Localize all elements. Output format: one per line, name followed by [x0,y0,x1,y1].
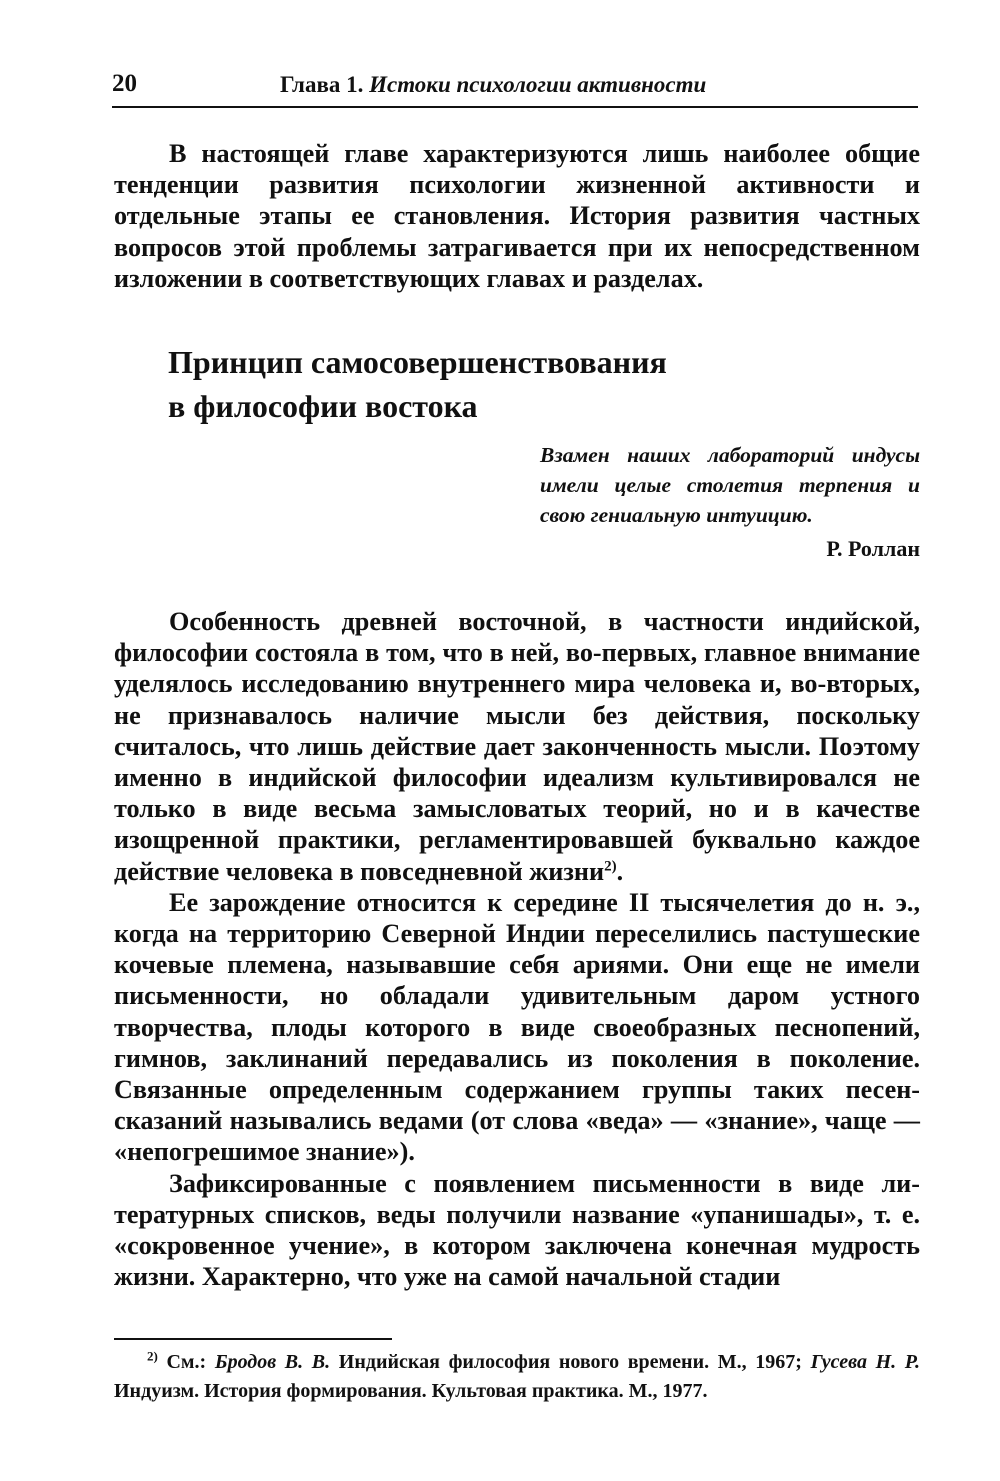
body-text [114,606,920,1292]
chapter-title [280,72,706,98]
body-paragraph-3: Зафиксированные с появлением письменности в виде литературных списков, веды получили название «упанишады», т. е. «сокровенное учение», в котором заключена конечная мудрость жизни. Характерно, что уже на самой начальной стадии [114,1168,920,1292]
footnote-mark: 2) [147,1348,158,1364]
section-heading-line1: Принцип самосовершенствования [168,344,667,380]
intro-paragraph: В настоящей главе характеризуются лишь наиболее общие тенденции развития психологии жизненной активности и отдельные этапы ее становления. История развития частных вопросов этой проблемы затрагивается при их непосредственном изложении в соответствующих главах и разделах. [114,139,920,293]
body-paragraph-1-end: . [616,856,624,886]
body-paragraph-1 [114,606,920,887]
footnote [114,1348,920,1406]
body-paragraph-1-text: Особенность древней восточной, в частности индийской, философии состояла в том, что в ней, во-первых, главное внимание уделялось исследованию внутреннего мира человека и, во-вторых, не признавалось наличие мысли без действия, поскольку считалось, что лишь действие дает законченность мысли. Поэтому именно в индийской философии идеализм культивировался не только в виде весьма замысловатых теорий, но и в качестве изощренной практики, регламентировавшей буквально каждое действие человека в повседневной жизни [114,607,920,886]
chapter-subject: Истоки психологии активности [369,72,707,97]
chapter-label: Глава 1. [280,72,364,97]
footnote-divider [114,1338,392,1340]
section-heading [168,340,868,428]
intro-block [114,138,920,294]
epigraph-text: Взамен наших лабораторий индусы имели целые столетия терпения и свою гениальную интуицию. [540,443,920,527]
footnote-author-2: Гусева Н. Р. [810,1351,920,1373]
footnote-author-1: Бродов В. В. [214,1351,331,1373]
footnote-prefix: См.: [166,1351,207,1373]
footnote-text-1: Индийская философия нового времени. М., 1967; [338,1351,802,1373]
epigraph [540,440,920,564]
section-heading-line2: в философии востока [168,388,478,424]
page-number: 20 [112,70,137,97]
running-head [112,66,918,108]
epigraph-author: Р. Роллан [826,536,920,561]
footnote-text-2: Индуизм. История формирования. Культовая практика. М., 1977. [114,1380,708,1402]
body-paragraph-2: Ее зарождение относится к середине II тысячелетия до н. э., когда на территорию Северной Индии переселились пастушеские кочевые племена, называвшие себя ариями. Они еще не имели письменности, но обладали удивительным даром устного творчества, плоды которого в виде своеобразных песнопений, гимнов, заклинаний передавались из поколения в поколение. Связанные определенным содержанием группы таких песен-сказаний назывались ведами (от слова «веда» — «знание», чаще — «непогрешимое знание»). [114,887,920,1167]
footnote-reference: 2) [604,857,617,874]
